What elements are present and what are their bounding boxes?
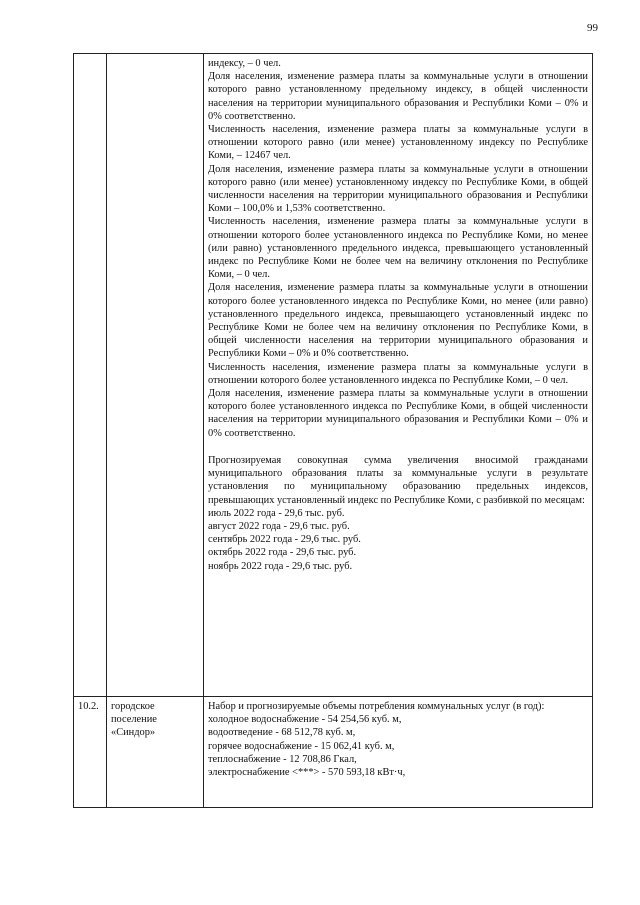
paragraph: Численность населения, изменение размера платы за коммунальные услуги в отношении которого равно (или менее) установленному индексу по Республике Коми, – 12467 чел. (208, 124, 588, 162)
row-name-cell: городское поселение «Синдор» (107, 697, 204, 808)
intro-paragraph: Набор и прогнозируемые объемы потребления коммунальных услуг (в год): (208, 701, 545, 712)
month-line: октябрь 2022 года - 29,6 тыс. руб. (208, 547, 357, 559)
volume-line: водоотведение - 68 512,78 куб. м, (208, 727, 356, 739)
forecast-paragraph: Прогнозируемая совокупная сумма увеличения вносимой гражданами муниципального образования платы за коммунальные услуги в результате установления по муниципальному образованию предельных индексов, превышающих установленный индекс по Республике Коми, с разбивкой по месяцам: (208, 454, 588, 506)
document-table (73, 53, 593, 808)
month-line: ноябрь 2022 года - 29,6 тыс. руб. (208, 560, 353, 572)
paragraph: индексу, – 0 чел. (208, 58, 281, 69)
paragraph: Доля населения, изменение размера платы за коммунальные услуги в отношении которого равно (или менее) установленному индексу по Республике Коми, в общей численности населения на территории муниципального образования и Республики Коми – 100,0% и 1,53% соответственно. (208, 163, 588, 215)
month-line: сентябрь 2022 года - 29,6 тыс. руб. (208, 534, 361, 546)
paragraph: Численность населения, изменение размера платы за коммунальные услуги в отношении которого более установленного индекса по Республике Коми, – 0 чел. (208, 361, 588, 386)
row-content-cell (204, 697, 593, 808)
volume-line: электроснабжение <***> - 570 593,18 кВт·ч, (208, 767, 406, 779)
paragraph: Доля населения, изменение размера платы за коммунальные услуги в отношении которого более установленного индекса по Республике Коми, в общей численности населения на территории муниципального образования и Республики Коми – 0% и 0% соответственно. (208, 388, 588, 439)
volume-line: горячее водоснабжение - 15 062,41 куб. м, (208, 740, 395, 752)
month-line: август 2022 года - 29,6 тыс. руб. (208, 520, 350, 532)
row-number-cell: 10.2. (74, 697, 107, 808)
table-row (74, 54, 593, 697)
spacer (208, 440, 588, 454)
page-number: 99 (587, 22, 598, 34)
month-line: июль 2022 года - 29,6 тыс. руб. (208, 507, 345, 519)
paragraph: Доля населения, изменение размера платы за коммунальные услуги в отношении которого равно установленному предельному индексу, в общей численности населения на территории муниципального образования и Республики Коми – 0% и 0% соответственно. (208, 71, 588, 122)
row-number-cell (74, 54, 107, 697)
row-name-cell (107, 54, 204, 697)
paragraph: Численность населения, изменение размера платы за коммунальные услуги в отношении которого более установленного индекса по Республике Коми, но менее (или равно) установленного предельного индекса, превышающего установленный индекс по Республике Коми не более чем на величину отклонения по Республике Коми, – 0 чел. (208, 216, 588, 281)
volume-line: холодное водоснабжение - 54 254,56 куб. м, (208, 714, 402, 726)
row-content-cell (204, 54, 593, 697)
volume-line: теплоснабжение - 12 708,86 Гкал, (208, 753, 357, 765)
table-row (74, 697, 593, 808)
paragraph: Доля населения, изменение размера платы за коммунальные услуги в отношении которого более установленного индекса по Республике Коми, но менее (или равно) установленного предельного индекса, превышающего установленный индекс по Республике Коми не более чем на величину отклонения по Республике Коми, в общей численности населения на территории муниципального образования и Республики Коми – 0% и 0% соответственно. (208, 282, 588, 360)
